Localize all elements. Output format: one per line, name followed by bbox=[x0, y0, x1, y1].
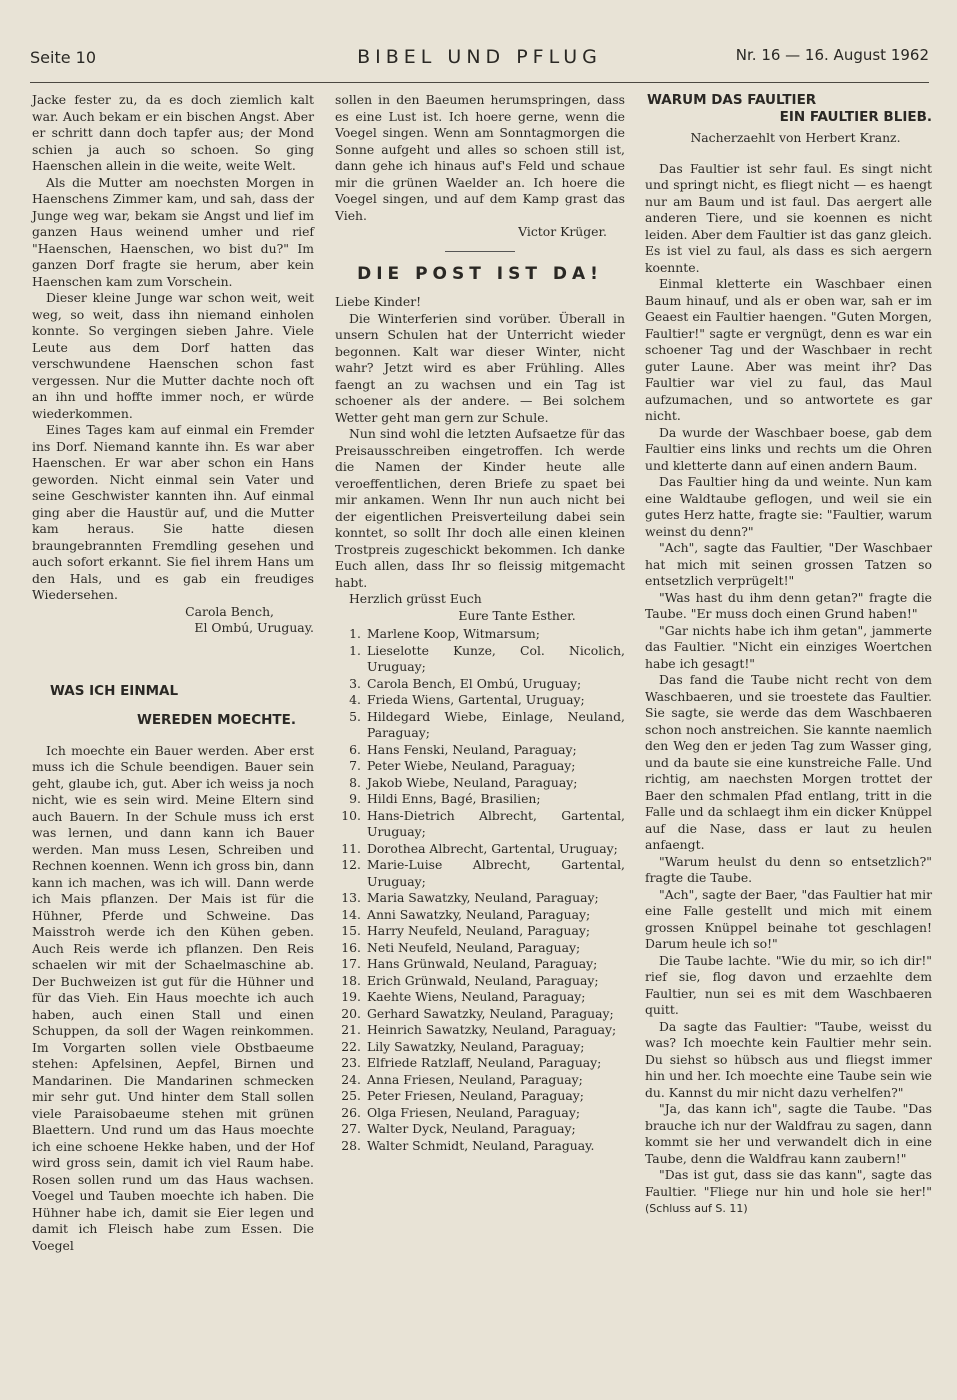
winner-entry: Anni Sawatzky, Neuland, Paraguay; bbox=[367, 906, 591, 922]
page-number: Seite 10 bbox=[30, 48, 97, 67]
closing: Eure Tante Esther. bbox=[458, 607, 576, 623]
story-heading-line2: EIN FAULTIER BLIEB. bbox=[779, 109, 932, 125]
list-number: 27. bbox=[341, 1121, 361, 1136]
story-paragraph: Die Taube lachte. "Wie du mir, so ich dir!" rief sie, flog davon und erzaehlte dem Faultier, nun sei es mit dem Waschbaeren quitt. bbox=[645, 952, 932, 1017]
winner-entry: Anna Friesen, Neuland, Paraguay; bbox=[367, 1071, 583, 1087]
winner-entry: Walter Dyck, Neuland, Paraguay; bbox=[367, 1121, 576, 1136]
list-number: 14. bbox=[341, 906, 361, 922]
list-item bbox=[335, 940, 625, 957]
list-number: 4. bbox=[349, 692, 361, 707]
list-number: 15. bbox=[341, 923, 361, 938]
winner-entry: Olga Friesen, Neuland, Paraguay; bbox=[367, 1104, 580, 1120]
list-number: 25. bbox=[341, 1088, 361, 1103]
column-2 bbox=[335, 92, 625, 1154]
winner-entry: Jakob Wiebe, Neuland, Paraguay; bbox=[367, 774, 578, 790]
list-number: 19. bbox=[341, 989, 361, 1004]
list-item bbox=[335, 791, 625, 808]
winner-entry: Carola Bench, El Ombú, Uruguay; bbox=[367, 675, 582, 691]
list-number: 24. bbox=[341, 1071, 361, 1087]
winner-entry: Hildegard Wiebe, Einlage, Neuland, Paraguay; bbox=[367, 708, 625, 740]
list-item bbox=[335, 1138, 625, 1155]
list-item bbox=[335, 1121, 625, 1138]
winner-entry: Frieda Wiens, Gartental, Uruguay; bbox=[367, 692, 585, 707]
story-paragraph: Jacke fester zu, da es doch ziemlich kalt war. Auch bekam er ein bischen Angst. Aber er schritt dann doch tapfer aus; der Mond schien ja auch so schoen. So ging Haenschen allein in die weite, weite Welt. bbox=[32, 92, 314, 173]
list-item bbox=[335, 890, 625, 907]
winner-entry: Marie-Luise Albrecht, Gartental, Uruguay; bbox=[367, 857, 625, 889]
list-number: 6. bbox=[349, 741, 361, 757]
list-item bbox=[335, 1088, 625, 1105]
list-number: 7. bbox=[349, 758, 361, 773]
list-number: 26. bbox=[341, 1104, 361, 1120]
byline: Nacherzaehlt von Herbert Kranz. bbox=[690, 130, 901, 145]
story-paragraph: Als die Mutter am noechsten Morgen in Haenschens Zimmer kam, und sah, dass der Junge weg war, bekam sie Angst und lief im ganzen Haus weinend umher und rief "Haenschen, Haenschen, wo bist du?" Im ganzen Dorf fragte sie herum, aber kein Haenschen kam zum Vorschein. bbox=[32, 174, 314, 289]
winner-entry: Hans Grünwald, Neuland, Paraguay; bbox=[367, 956, 598, 971]
list-item bbox=[335, 973, 625, 990]
story-paragraph: "Ja, das kann ich", sagte die Taube. "Das brauche ich nur der Waldfrau zu sagen, dann kommt sie her und verwandelt dich in eine Taube, denn die Waldfrau kann zaubern!" bbox=[645, 1101, 932, 1166]
list-number: 21. bbox=[341, 1022, 361, 1037]
list-item bbox=[335, 841, 625, 858]
story-paragraph: Da sagte das Faultier: "Taube, weisst du was? Ich moechte kein Faultier mehr sein. Du siehst so hübsch aus und fliegst immer hin und her. Ich moechte eine Taube sein wie du. Kannst du mir nicht dazu verhelfen?" bbox=[645, 1018, 932, 1100]
winner-entry: Gerhard Sawatzky, Neuland, Paraguay; bbox=[367, 1005, 614, 1021]
author-name: Victor Krüger. bbox=[518, 224, 607, 239]
winner-entry: Elfriede Ratzlaff, Neuland, Paraguay; bbox=[367, 1055, 602, 1070]
list-number: 5. bbox=[349, 708, 361, 724]
list-number: 20. bbox=[341, 1005, 361, 1021]
column-1 bbox=[32, 92, 314, 1254]
divider bbox=[445, 251, 515, 252]
letter-paragraph: Die Winterferien sind vorüber. Überall in unsern Schulen hat der Unterricht wieder begonnen. Kalt war dieser Winter, nicht wahr? Jetzt wird es aber Frühling. Alles faengt an zu wachsen und ein Tag ist schoener als der andere. — Bei solchem Wetter geht man gern zur Schule. bbox=[335, 310, 625, 425]
list-item bbox=[335, 742, 625, 759]
list-item bbox=[335, 1105, 625, 1122]
list-number: 8. bbox=[349, 774, 361, 790]
list-number: 12. bbox=[341, 857, 361, 872]
list-item bbox=[335, 758, 625, 775]
list-item bbox=[335, 1055, 625, 1072]
author-place: El Ombú, Uruguay. bbox=[194, 620, 314, 635]
article-paragraph: Ich moechte ein Bauer werden. Aber erst muss ich die Schule beendigen. Bauer sein geht, glaube ich, gut. Aber ich weiss ja noch nicht, wie es sein wird. Meine Eltern sind auch Bauern. In der Schule muss ich erst was lernen, und dann kann ich Bauer werden. Man muss Lesen, Schreiben und Rechnen koennen. Wenn ich gross bin, dann kann ich machen, was ich will. Dann werde ich Mais pflanzen. Der Mais ist für die Hühner, Pferde und Schweine. Das Maisstroh werde ich den Kühen geben. Auch Reis werde ich pflanzen. Den Reis schaelen wir mit der Schaelmaschine ab. Der Buchweizen ist gut für die Hühner und für das Vieh. Ein Haus moechte ich auch haben, auch einen Stall und einen Schuppen, da soll der Wagen reinkommen. Im Vorgarten sollen viele Obstbaeume stehen: Apfelsinen, Aepfel, Birnen und Mandarinen. Die Mandarinen schmecken mir sehr gut. Und hinter dem Stall sollen viele Paraisobaeume stehen mit grünen Blaettern. Und rund um das Haus moechte ich eine schoene Hekke haben, und der Hof wird gross sein, damit ich viel Raum habe. Rosen sollen rund um das Haus wachsen. Voegel und Tauben moechte ich haben. Die Hühner habe ich, damit sie Eier legen und damit ich Fleisch habe zum Essen. Die Voegel bbox=[32, 742, 314, 1253]
winner-entry: Lily Sawatzky, Neuland, Paraguay; bbox=[367, 1038, 585, 1054]
story-paragraph bbox=[645, 1167, 932, 1218]
list-item bbox=[335, 709, 625, 742]
author-name: Carola Bench, bbox=[185, 603, 274, 619]
list-number: 22. bbox=[341, 1038, 361, 1054]
story-heading-line1: WARUM DAS FAULTIER bbox=[647, 92, 817, 108]
winner-entry: Maria Sawatzky, Neuland, Paraguay; bbox=[367, 890, 599, 905]
list-number: 9. bbox=[349, 791, 361, 806]
list-item bbox=[335, 1072, 625, 1089]
last-paragraph: "Das ist gut, dass sie das kann", sagte das Faultier. "Fliege nur hin und hole sie her!" bbox=[645, 1167, 932, 1199]
list-number: 1. bbox=[349, 626, 361, 641]
column-3 bbox=[645, 92, 932, 1218]
winner-entry: Peter Friesen, Neuland, Paraguay; bbox=[367, 1088, 584, 1103]
winner-entry: Heinrich Sawatzky, Neuland, Paraguay; bbox=[367, 1022, 617, 1037]
winner-entry: Marlene Koop, Witmarsum; bbox=[367, 626, 540, 641]
list-item bbox=[335, 907, 625, 924]
list-number: 11. bbox=[341, 840, 361, 856]
story-paragraph: Das fand die Taube nicht recht von dem Waschbaeren, und sie troestete das Faultier. Sie sagte, sie werde das dem Waschbaeren schon noch anstreichen. Sie kannte naemlich den Weg den er jeden Tag zum Wasser ging, und da baute sie eine kunstreiche Falle. Und richtig, am naechsten Morgen trottet der Baer den schmalen Pfad entlang, tritt in die Falle und da schlaegt ihm ein dicker Knüppel auf die Nase, dass er laut zu heulen anfaengt. bbox=[645, 672, 932, 852]
list-number: 10. bbox=[341, 807, 361, 823]
story-paragraph: Das Faultier hing da und weinte. Nun kam eine Waldtaube geflogen, und weil sie ein gutes Herz hatte, fragte sie: "Faultier, warum weinst du denn?" bbox=[645, 474, 932, 539]
list-item bbox=[335, 1006, 625, 1023]
article-paragraph: sollen in den Baeumen herumspringen, dass es eine Lust ist. Ich hoere gerne, wenn die Voegel singen. Wenn am Sonntagmorgen die Sonne aufgeht und alles so schoen still ist, dann gehe ich hinaus auf's Feld und schaue mir die grünen Waelder an. Ich hoere die Voegel singen, und auf dem Kamp grast das Vieh. bbox=[335, 92, 625, 223]
article-heading-line2: WEREDEN MOECHTE. bbox=[136, 711, 296, 728]
list-number: 16. bbox=[341, 939, 361, 955]
winner-entry: Harry Neufeld, Neuland, Paraguay; bbox=[367, 923, 591, 938]
story-paragraph: "Ach", sagte der Baer, "das Faultier hat mir eine Falle gestellt und mich mit einem grossen Knüppel beinahe tot geschlagen! Darum heule ich so!" bbox=[645, 886, 932, 951]
story-paragraph: "Ach", sagte das Faultier, "Der Waschbaer hat mich mit seinen grossen Tatzen so entsetzlich verprügelt!" bbox=[645, 540, 932, 588]
list-item bbox=[335, 989, 625, 1006]
list-item bbox=[335, 857, 625, 890]
winner-entry: Kaehte Wiens, Neuland, Paraguay; bbox=[367, 989, 586, 1004]
list-item bbox=[335, 923, 625, 940]
winner-entry: Hans-Dietrich Albrecht, Gartental, Uruguay; bbox=[367, 807, 625, 839]
story-paragraph: Eines Tages kam auf einmal ein Fremder ins Dorf. Niemand kannte ihn. Es war aber Haenschen. Er war aber schon ein Hans geworden. Nicht einmal sein Vater und seine Geschwister kannten ihn. Auf einmal ging aber die Haustür auf, und die Mutter kam heraus. Sie hatte diesen braungebrannten Fremdling gesehen und auch sofort erkannt. Sie fiel ihrem Hans um den Hals, und es gab ein freudiges Wiedersehen. bbox=[32, 422, 314, 602]
section-heading: DIE POST IST DA! bbox=[357, 263, 603, 284]
list-item bbox=[335, 1039, 625, 1056]
list-number: 18. bbox=[341, 972, 361, 988]
winner-entry: Lieselotte Kunze, Col. Nicolich, Uruguay; bbox=[367, 642, 625, 674]
page-header bbox=[30, 42, 929, 83]
winners-list bbox=[335, 626, 625, 1154]
list-number: 3. bbox=[349, 675, 361, 691]
winner-entry: Dorothea Albrecht, Gartental, Uruguay; bbox=[367, 840, 618, 856]
list-number: 13. bbox=[341, 890, 361, 905]
list-item bbox=[335, 775, 625, 792]
story-paragraph: "Warum heulst du denn so entsetzlich?" fragte die Taube. bbox=[645, 853, 932, 885]
list-item bbox=[335, 676, 625, 693]
story-paragraph: Da wurde der Waschbaer boese, gab dem Faultier eins links und rechts um die Ohren und kletterte dann auf einen andern Baum. bbox=[645, 424, 932, 473]
letter-paragraph: Nun sind wohl die letzten Aufsaetze für das Preisausschreiben eingetroffen. Ich werde die Namen der Kinder heute alle veroeffentlichen, deren Briefe zu spaet bei mir ankamen. Wenn Ihr nun auch nicht bei der eigentlichen Preisverteilung dabei sein konntet, so sollt Ihr doch alle einen kleinen Trostpreis zugeschickt bekommen. Ich danke Euch allen, dass Ihr so fleissig mitgemacht habt. bbox=[335, 426, 625, 590]
list-number: 23. bbox=[341, 1055, 361, 1070]
continued-note: (Schluss auf S. 11) bbox=[645, 1202, 748, 1215]
winner-entry: Neti Neufeld, Neuland, Paraguay; bbox=[367, 939, 581, 955]
masthead: BIBEL UND PFLUG bbox=[357, 46, 602, 68]
list-item bbox=[335, 808, 625, 841]
greeting: Herzlich grüsst Euch bbox=[349, 591, 482, 606]
issue-date: Nr. 16 — 16. August 1962 bbox=[735, 46, 929, 64]
winner-entry: Peter Wiebe, Neuland, Paraguay; bbox=[367, 758, 576, 773]
salutation: Liebe Kinder! bbox=[335, 294, 422, 309]
list-item bbox=[335, 643, 625, 676]
list-item bbox=[335, 626, 625, 643]
story-paragraph: Dieser kleine Junge war schon weit, weit weg, so weit, dass ihn niemand einholen konnte. So vergingen sieben Jahre. Viele Leute aus dem Dorf hatten das verschwundene Haenschen schon fast vergessen. Nur die Mutter dachte noch oft an ihn und hoffte immer noch, er würde wiederkommen. bbox=[32, 290, 314, 421]
winner-entry: Hans Fenski, Neuland, Paraguay; bbox=[367, 741, 577, 757]
winner-entry: Hildi Enns, Bagé, Brasilien; bbox=[367, 791, 541, 806]
winner-entry: Erich Grünwald, Neuland, Paraguay; bbox=[367, 972, 599, 988]
list-item bbox=[335, 692, 625, 709]
winner-entry: Walter Schmidt, Neuland, Paraguay. bbox=[367, 1137, 595, 1153]
story-paragraph: "Gar nichts habe ich ihm getan", jammerte das Faultier. "Nicht ein einziges Woertchen habe ich gesagt!" bbox=[645, 622, 932, 671]
story-paragraph: "Was hast du ihm denn getan?" fragte die Taube. "Er muss doch einen Grund haben!" bbox=[645, 589, 932, 621]
story-paragraph: Das Faultier ist sehr faul. Es singt nicht und springt nicht, es fliegt nicht — es haengt nur am Baum und ist faul. Das aergert alle anderen Tiere, und sie koennen es nicht leiden. Aber dem Faultier ist das ganz gleich. Es ist viel zu faul, als dass es sich aergern koennte. bbox=[645, 160, 932, 275]
list-number: 1. bbox=[349, 642, 361, 658]
list-number: 17. bbox=[341, 956, 361, 971]
article-heading-line1: WAS ICH EINMAL bbox=[50, 682, 179, 699]
list-item bbox=[335, 1022, 625, 1039]
story-paragraph: Einmal kletterte ein Waschbaer einen Baum hinauf, und als er oben war, sah er im Geaest ein Faultier haengen. "Guten Morgen, Faultier!" sagte er vergnügt, denn es war ein schoener Tag und der Waschbaer in recht guter Laune. Aber was meint ihr? Das Faultier war viel zu faul, das Maul aufzumachen, und so antwortete es gar nicht. bbox=[645, 276, 932, 423]
list-item bbox=[335, 956, 625, 973]
list-number: 28. bbox=[341, 1137, 361, 1153]
